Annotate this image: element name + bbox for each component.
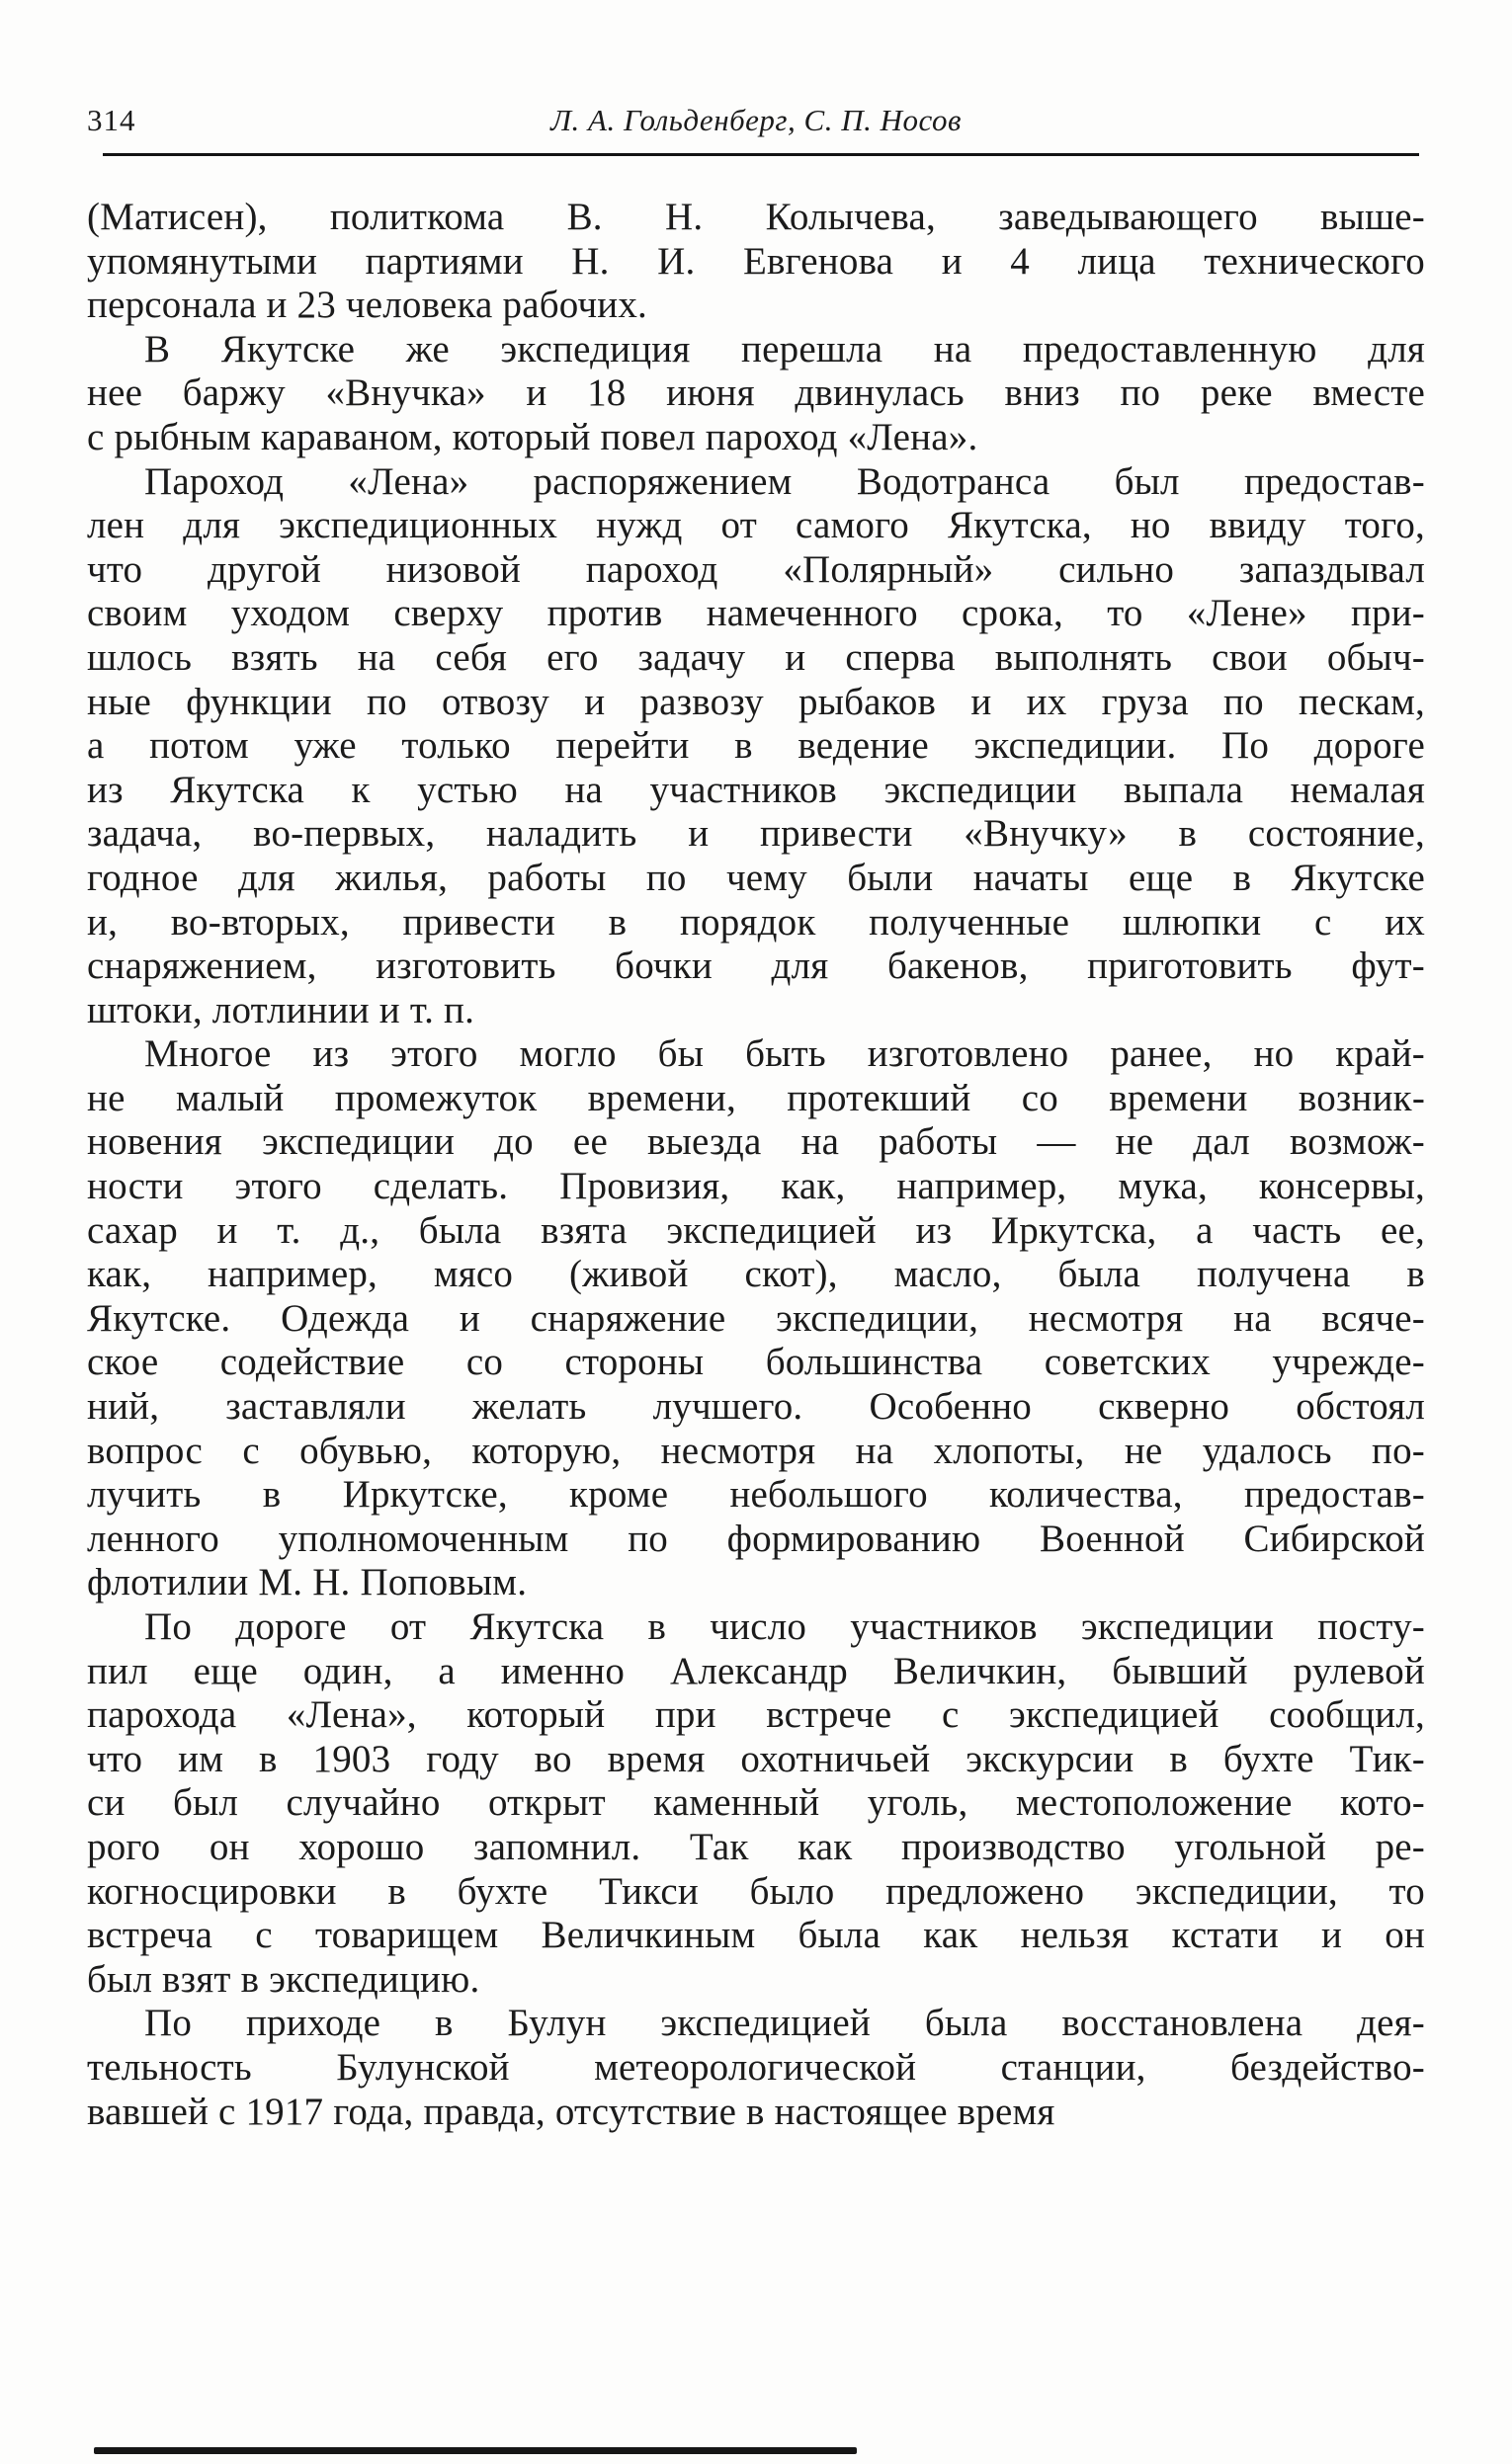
page-number: 314 bbox=[87, 103, 136, 137]
text-line: с рыбным караваном, который повел пароход «Лена». bbox=[87, 415, 978, 458]
text-line: ний, заставляли желать лучшего. Особенно скверно обстоял bbox=[87, 1385, 1425, 1429]
text-line: шлось взять на себя его задачу и сперва выполнять свои обыч- bbox=[87, 635, 1425, 679]
running-head-authors: Л. А. Гольденберг, С. П. Носов bbox=[550, 103, 962, 137]
text-line: что другой низовой пароход «Полярный» сильно запаздывал bbox=[87, 547, 1425, 591]
text-line: персонала и 23 человека рабочих. bbox=[87, 284, 647, 327]
paragraph bbox=[87, 196, 1425, 328]
text-line: годное для жилья, работы по чему были начаты еще в Якутске bbox=[87, 856, 1425, 899]
text-line: лен для экспедиционных нужд от самого Якутска, но ввиду того, bbox=[87, 504, 1425, 547]
text-line: снаряжением, изготовить бочки для бакенов, приготовить фут- bbox=[87, 945, 1425, 988]
text-line: По приходе в Булун экспедицией была восстановлена дея- bbox=[144, 2002, 1425, 2045]
text-line: флотилии М. Н. Поповым. bbox=[87, 1561, 528, 1604]
paragraph bbox=[87, 328, 1425, 460]
text-line: не малый промежуток времени, протекший со времени возник- bbox=[87, 1076, 1425, 1119]
text-line: задача, во-первых, наладить и привести «Внучку» в состояние, bbox=[87, 812, 1425, 856]
text-line: как, например, мясо (живой скот), масло, была получена в bbox=[87, 1253, 1425, 1296]
text-line: штоки, лотлинии и т. п. bbox=[87, 988, 475, 1031]
text-line: лучить в Иркутске, кроме небольшого количества, предостав- bbox=[87, 1473, 1425, 1517]
text-line: тельность Булунской метеорологической станции, бездейство- bbox=[87, 2045, 1425, 2089]
text-line: ленного уполномоченным по формированию Военной Сибирской bbox=[87, 1517, 1425, 1560]
text-line: По дороге от Якутска в число участников экспедиции посту- bbox=[144, 1605, 1425, 1648]
paragraph bbox=[87, 1032, 1425, 1605]
text-line: В Якутске же экспедиция перешла на предоставленную для bbox=[144, 327, 1425, 370]
text-line: что им в 1903 году во время охотничьей экскурсии в бухте Тик- bbox=[87, 1737, 1425, 1780]
header-rule bbox=[103, 153, 1419, 156]
text-line: встреча с товарищем Величкиным была как нельзя кстати и он bbox=[87, 1914, 1425, 1957]
scan-artifact-line bbox=[94, 2447, 857, 2454]
paragraph bbox=[87, 460, 1425, 1033]
text-line: упомянутыми партиями Н. И. Евгенова и 4 лица технического bbox=[87, 239, 1425, 283]
page-body-text bbox=[87, 196, 1425, 2134]
text-line: из Якутска к устью на участников экспедиции выпала немалая bbox=[87, 768, 1425, 811]
text-line: ные функции по отвозу и развозу рыбаков и их груза по пескам, bbox=[87, 680, 1425, 723]
text-line: Многое из этого могло бы быть изготовлено ранее, но край- bbox=[144, 1032, 1425, 1076]
text-line: Якутске. Одежда и снаряжение экспедиции, несмотря на всяче- bbox=[87, 1296, 1425, 1340]
text-line: ское содействие со стороны большинства советских учрежде- bbox=[87, 1341, 1425, 1384]
text-line: был взят в экспедицию. bbox=[87, 1957, 480, 2001]
text-line: Пароход «Лена» распоряжением Водотранса был предостав- bbox=[144, 459, 1425, 503]
text-line: рого он хорошо запомнил. Так как производство угольной ре- bbox=[87, 1825, 1425, 1868]
text-line: сахар и т. д., была взята экспедицией из Иркутска, а часть ее, bbox=[87, 1208, 1425, 1252]
text-line: си был случайно открыт каменный уголь, местоположение кото- bbox=[87, 1781, 1425, 1825]
text-line: нее баржу «Внучка» и 18 июня двинулась вниз по реке вместе bbox=[87, 371, 1425, 415]
text-line: когносцировки в бухте Тикси было предложено экспедиции, то bbox=[87, 1869, 1425, 1913]
text-line: парохода «Лена», который при встрече с экспедицией сообщил, bbox=[87, 1693, 1425, 1737]
text-line: своим уходом сверху против намеченного срока, то «Лене» при- bbox=[87, 592, 1425, 635]
text-line: а потом уже только перейти в ведение экспедиции. По дороге bbox=[87, 724, 1425, 768]
text-line: ности этого сделать. Провизия, как, например, мука, консервы, bbox=[87, 1165, 1425, 1208]
text-line: и, во-вторых, привести в порядок полученные шлюпки с их bbox=[87, 900, 1425, 944]
text-line: новения экспедиции до ее выезда на работы — не дал возмож- bbox=[87, 1120, 1425, 1164]
paragraph bbox=[87, 1605, 1425, 2002]
text-line: пил еще один, а именно Александр Величкин, бывший рулевой bbox=[87, 1649, 1425, 1692]
text-line: вопрос с обувью, которую, несмотря на хлопоты, не удалось по- bbox=[87, 1429, 1425, 1472]
text-line: вавшей с 1917 года, правда, отсутствие в настоящее время bbox=[87, 2090, 1055, 2133]
paragraph bbox=[87, 2002, 1425, 2134]
running-header bbox=[87, 103, 1425, 142]
text-line: (Матисен), политкома В. Н. Колычева, заведывающего выше- bbox=[87, 196, 1425, 238]
